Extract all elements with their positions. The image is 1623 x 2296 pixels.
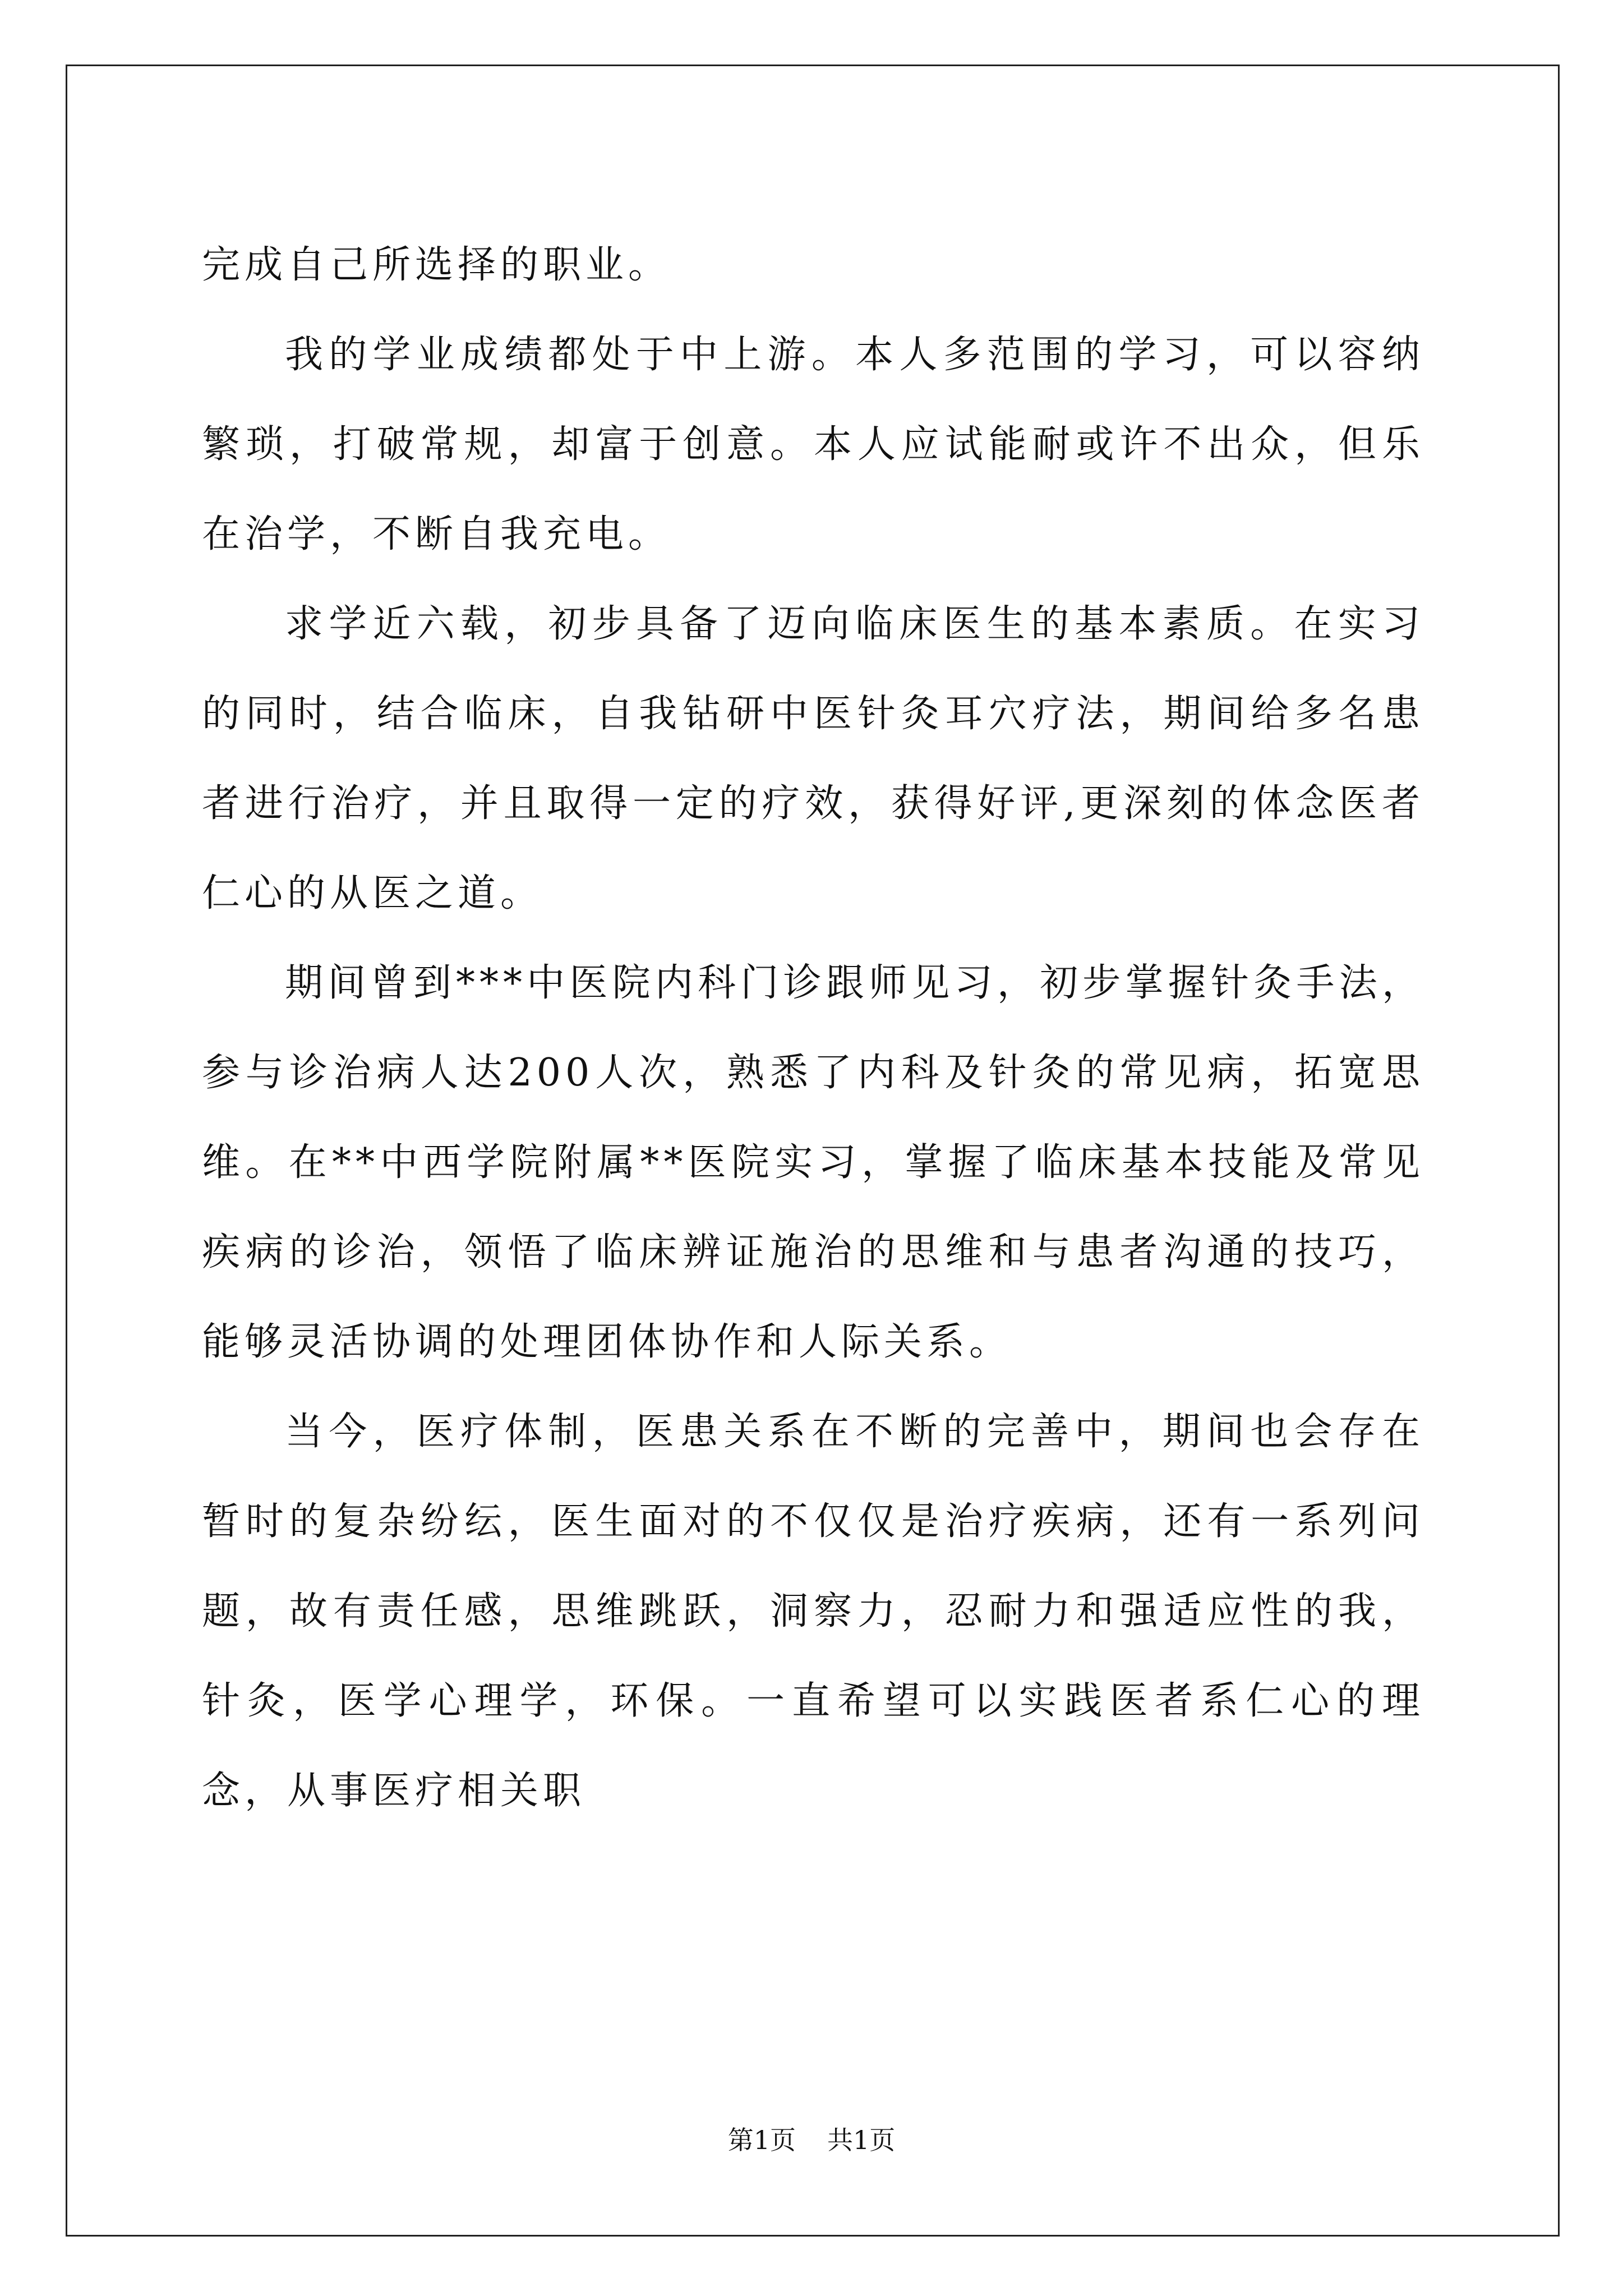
document-body [202, 220, 1424, 1836]
page-footer [0, 2123, 1623, 2157]
page-total: 共1页 [827, 2125, 896, 2155]
page-number: 第1页 [727, 2125, 796, 2155]
paragraph-1: 完成自己所选择的职业。 [202, 243, 671, 287]
paragraph-4: 期间曾到***中医院内科门诊跟师见习，初步掌握针灸手法，参与诊治病人达200人次，熟悉了内科及针灸的常见病，拓宽思维。在**中西学院附属**医院实习，掌握了临床基本技能及常见疾病的诊治，领悟了临床辨证施治的思维和与患者沟通的技巧，能够灵活协调的处理团体协作和人际关系。 [202, 961, 1424, 1364]
paragraph-5: 当今，医疗体制，医患关系在不断的完善中，期间也会存在暂时的复杂纷纭，医生面对的不仅仅是治疗疾病，还有一系列问题，故有责任感，思维跳跃，洞察力，忍耐力和强适应性的我，针灸，医学心理学，环保。一直希望可以实践医者系仁心的理念，从事医疗相关职 [202, 1410, 1424, 1813]
paragraph-2: 我的学业成绩都处于中上游。本人多范围的学习，可以容纳繁琐，打破常规，却富于创意。本人应试能耐或许不出众，但乐在治学，不断自我充电。 [202, 333, 1424, 556]
paragraph-3: 求学近六载，初步具备了迈向临床医生的基本素质。在实习的同时，结合临床，自我钻研中医针灸耳穴疗法，期间给多名患者进行治疗，并且取得一定的疗效，获得好评,更深刻的体念医者仁心的从医之道。 [202, 602, 1424, 915]
